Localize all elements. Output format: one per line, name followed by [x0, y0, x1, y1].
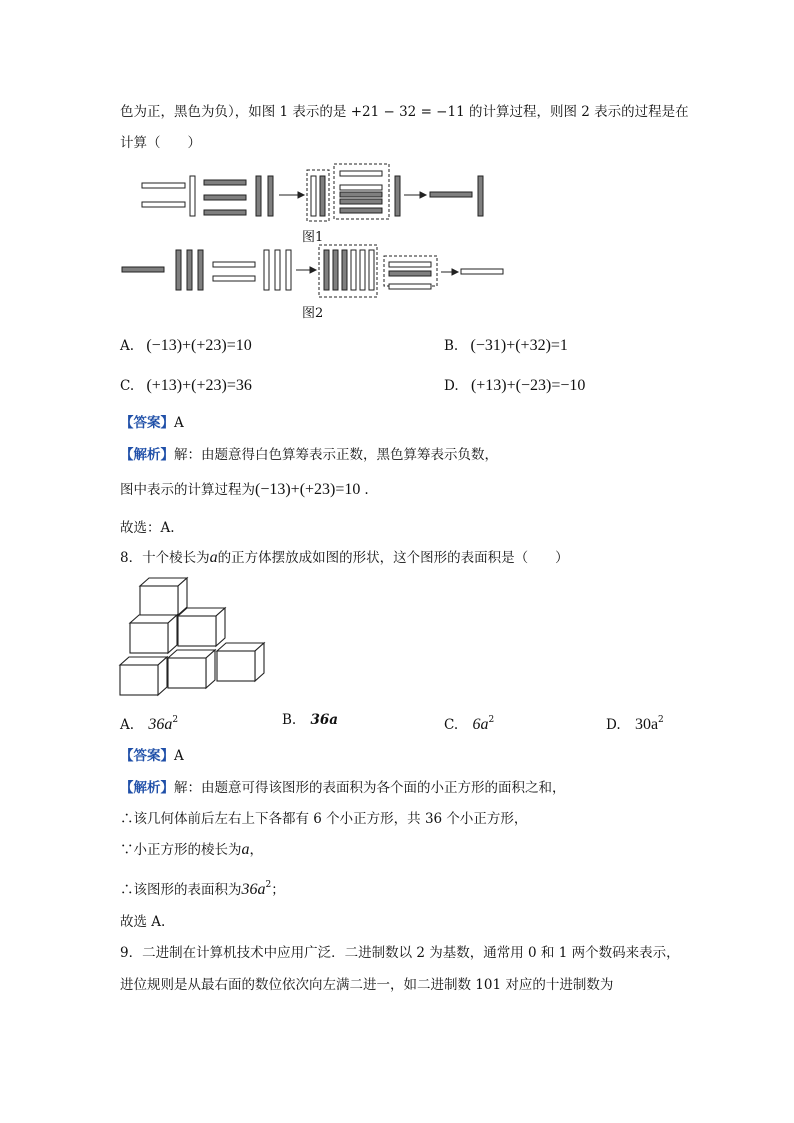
- q8-analysis-3: [120, 841, 263, 859]
- option-expr: 30a: [634, 716, 659, 733]
- figure-2-caption: 图2: [302, 306, 324, 321]
- q7-line1: 色为正，黑色为负），如图 1 表示的是 +21 − 32 = −11 的计算过程，则图 2 表示的过程是在: [120, 104, 689, 120]
- analysis-expr: 36a: [241, 881, 266, 898]
- option-label: B.: [444, 338, 459, 354]
- option-label: B.: [282, 712, 297, 728]
- option-label: C.: [120, 378, 135, 394]
- analysis-var: a: [241, 841, 250, 858]
- answer-value: A: [174, 748, 184, 764]
- option-expr: (−13)+(+23)=10: [146, 337, 252, 354]
- q8-answer: [120, 747, 184, 765]
- answer-tag: 【答案】: [120, 415, 174, 431]
- stem-text: 8．十个棱长为: [120, 550, 210, 566]
- q7-conclusion: 故选：A.: [120, 520, 175, 536]
- q8-option-c[interactable]: [444, 711, 494, 734]
- analysis-end: .: [364, 482, 369, 498]
- q8-analysis-4: [120, 876, 285, 899]
- option-label: A.: [120, 717, 135, 733]
- analysis-text: 解：由题意可得该图形的表面积为各个面的小正方形的面积之和，: [174, 780, 566, 796]
- analysis-expr: (−13)+(+23)=10: [255, 481, 361, 498]
- answer-value: A: [174, 415, 184, 431]
- analysis-tag: 【解析】: [120, 447, 174, 463]
- q9-line1: 9．二进制在计算机技术中应用广泛．二进制数以 2 为基数，通常用 0 和 1 两个数码来表示，: [120, 945, 680, 961]
- analysis-tag: 【解析】: [120, 780, 174, 796]
- option-expr: 36a: [148, 716, 173, 733]
- option-label: D.: [444, 378, 459, 394]
- analysis-text: ∴该图形的表面积为: [120, 882, 242, 898]
- option-sup: 2: [172, 715, 179, 725]
- analysis-end: ，: [249, 842, 263, 858]
- analysis-text: ∵小正方形的棱长为: [120, 842, 242, 858]
- option-expr: 6a: [472, 716, 489, 733]
- q8-option-a[interactable]: [120, 711, 178, 734]
- q8-analysis-1: [120, 779, 566, 797]
- figure-1-caption: 图1: [302, 230, 324, 245]
- q8-conclusion: 故选 A.: [120, 914, 166, 930]
- option-label: A.: [120, 338, 135, 354]
- q8-option-d[interactable]: [606, 711, 664, 734]
- q9-line2: 进位规则是从最右面的数位依次向左满二进一，如二进制数 101 对应的十进制数为: [120, 977, 614, 993]
- option-label: D.: [606, 717, 621, 733]
- option-expr: 36a: [310, 712, 339, 728]
- option-expr: (+13)+(+23)=36: [146, 377, 252, 394]
- analysis-text: 图中表示的计算过程为: [120, 482, 255, 498]
- analysis-text: 解：由题意得白色算筹表示正数，黑色算筹表示负数，: [174, 447, 498, 463]
- stem-text: 的正方体摆放成如图的形状，这个图形的表面积是（ ）: [217, 550, 569, 566]
- q7-line2: 计算（ ）: [120, 135, 201, 151]
- stem-var: a: [209, 549, 218, 566]
- q8-option-b[interactable]: [282, 711, 338, 729]
- analysis-end: ；: [271, 882, 285, 898]
- option-expr: (−31)+(+32)=1: [470, 337, 568, 354]
- analysis-sup: 2: [265, 880, 272, 890]
- option-expr: (+13)+(−23)=−10: [470, 377, 586, 394]
- option-sup: 2: [488, 715, 495, 725]
- option-label: C.: [444, 717, 459, 733]
- option-sup: 2: [658, 715, 664, 725]
- q8-analysis-2: ∴该几何体前后左右上下各都有 6 个小正方形，共 36 个小正方形，: [120, 811, 528, 827]
- answer-tag: 【答案】: [120, 748, 174, 764]
